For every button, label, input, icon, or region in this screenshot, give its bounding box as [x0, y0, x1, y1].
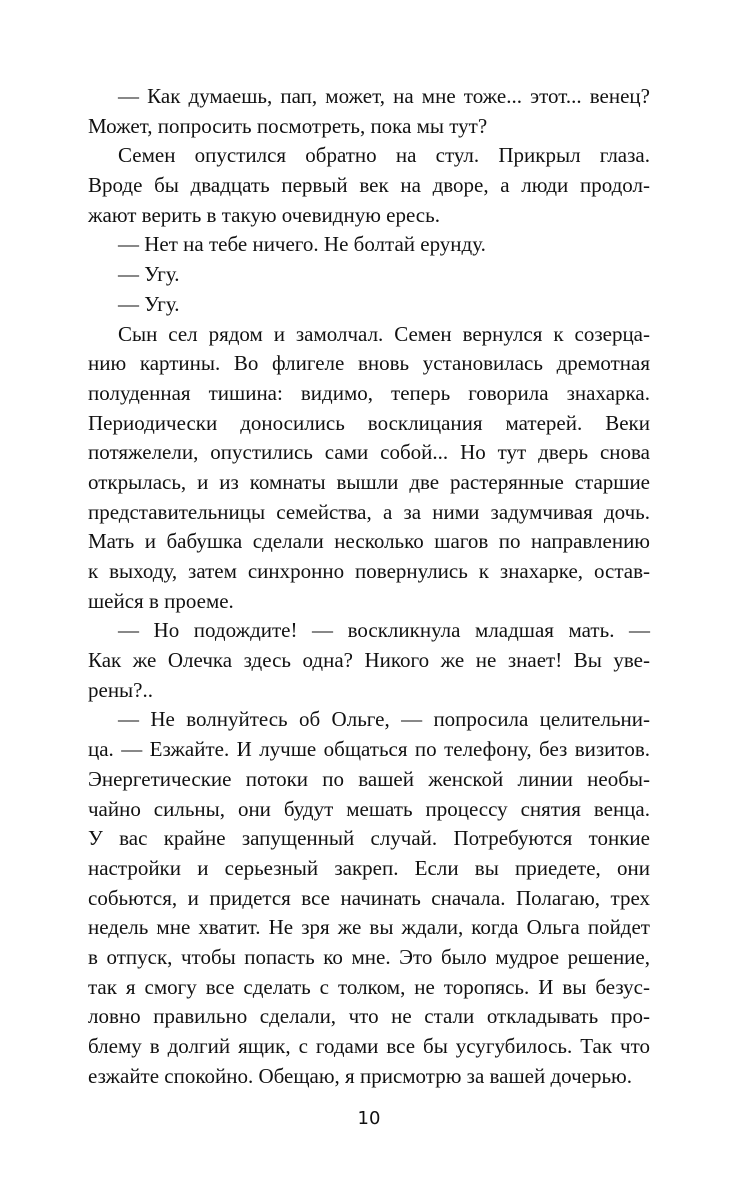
text-line: У вас крайне запущенный случай. Потребуются тонкие [88, 826, 650, 851]
text-line: — Нет на тебе ничего. Не болтай ерунду. [118, 232, 486, 257]
text-line: — Но подождите! — воскликнула младшая мать. — [118, 618, 650, 643]
text-line: ловно правильно сделали, что не стали откладывать про- [88, 1004, 650, 1029]
text-line: собьются, и придется все начинать сначала. Полагаю, трех [88, 885, 650, 910]
text-line: так я смогу все сделать с толком, не торопясь. И вы безус- [88, 974, 650, 999]
text-line: — Как думаешь, пап, может, на мне тоже... этот... венец? [118, 84, 650, 108]
text-line: — Угу. [118, 262, 180, 287]
text-line: к выходу, затем синхронно повернулись к знахарке, остав- [88, 559, 650, 583]
text-line: Периодически доносились восклицания матерей. Веки [88, 410, 650, 435]
text-line: Как же Олечка здесь одна? Никого же не знает! Вы уве- [88, 648, 650, 673]
text-line: — Не волнуйтесь об Ольге, — попросила целительни- [118, 707, 650, 732]
text-line: Мать и бабушка сделали несколько шагов по направлению [88, 529, 650, 554]
text-line: чайно сильны, они будут мешать процессу снятия венца. [88, 796, 650, 821]
text-line: открылась, и из комнаты вышли две растерянные старшие [88, 469, 650, 494]
text-line: Сын сел рядом и замолчал. Семен вернулся к созерца- [118, 321, 650, 346]
text-line: рены?.. [88, 677, 153, 702]
paragraph-8 [88, 705, 650, 1091]
text-line: в отпуск, чтобы попасть ко мне. Это было мудрое решение, [88, 944, 650, 969]
text-line: Вроде бы двадцать первый век на дворе, а люди продол- [88, 173, 650, 198]
text-line: потяжелели, опустились сами собой... Но тут дверь снова [88, 440, 650, 465]
text-line: блему в долгий ящик, с годами все бы усугубилось. Так что [88, 1034, 650, 1058]
text-line: Энергетические потоки по вашей женской линии необы- [88, 766, 650, 791]
text-line: представительницы семейства, а за ними задумчивая дочь. [88, 499, 650, 524]
paragraph-6 [88, 320, 650, 617]
text-line: полуденная тишина: видимо, теперь говорила знахарка. [88, 380, 650, 405]
paragraph-7 [88, 616, 650, 705]
text-line: недель мне хватит. Не зря же вы ждали, когда Ольга пойдет [88, 915, 650, 940]
text-line: езжайте спокойно. Обещаю, я присмотрю за вашей дочерью. [88, 1063, 632, 1088]
text-line: Может, попросить посмотреть, пока мы тут? [88, 113, 488, 138]
page-body [88, 82, 650, 1091]
paragraph-3 [88, 230, 650, 260]
paragraph-2 [88, 141, 650, 230]
text-line: — Угу. [118, 291, 180, 316]
text-line: шейся в проеме. [88, 588, 234, 613]
paragraph-1 [88, 82, 650, 141]
page-number: 10 [357, 1108, 381, 1129]
text-line: настройки и серьезный закреп. Если вы приедете, они [88, 855, 650, 880]
text-line: ца. — Езжайте. И лучше общаться по телефону, без визитов. [88, 737, 650, 762]
paragraph-4 [88, 260, 650, 290]
text-line: нию картины. Во флигеле вновь установилась дремотная [88, 351, 650, 376]
text-line: жают верить в такую очевидную ересь. [88, 202, 440, 227]
paragraph-5 [88, 290, 650, 320]
text-line: Семен опустился обратно на стул. Прикрыл глаза. [118, 143, 650, 168]
